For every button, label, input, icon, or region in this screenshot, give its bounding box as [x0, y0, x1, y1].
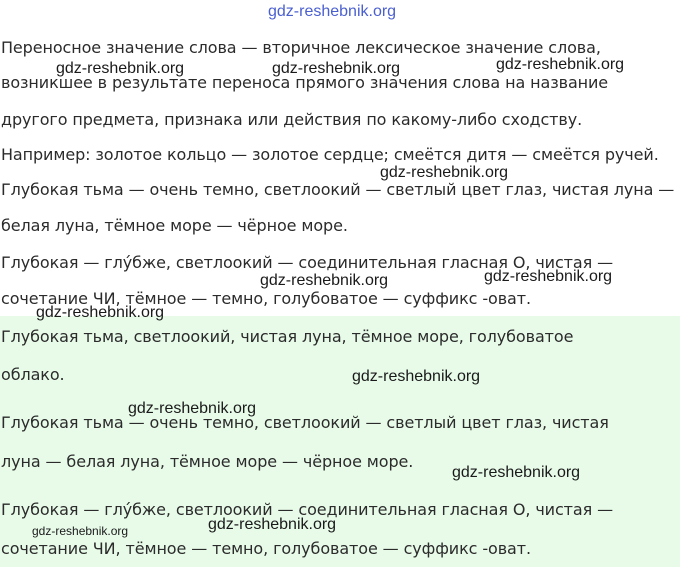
watermark: gdz-reshebnik.org [380, 164, 509, 181]
watermark: gdz-reshebnik.org [272, 60, 401, 77]
answer-line-5: Глубокая — глу́бже, светлоокий — соединительная гласная О, чистая — [1, 500, 614, 519]
answer-line-2: облако. [1, 365, 65, 384]
watermark: gdz-reshebnik.org [260, 272, 389, 289]
watermark: gdz-reshebnik.org [208, 516, 337, 533]
example-line-2: белая луна, тёмное море — чёрное море. [1, 216, 348, 235]
example-line-3: Глубокая — глу́бже, светлоокий — соединительная гласная О, чистая — [1, 253, 614, 272]
watermark: gdz-reshebnik.org [452, 464, 581, 481]
watermark: gdz-reshebnik.org [484, 268, 613, 285]
watermark: gdz-reshebnik.org [496, 56, 625, 73]
watermark: gdz-reshebnik.org [352, 368, 481, 385]
watermark: gdz-reshebnik.org [268, 3, 397, 20]
theory-line-4: Например: золотое кольцо — золотое сердце; смеётся дитя — смеётся ручей. [1, 145, 659, 164]
answer-line-1: Глубокая тьма, светлоокий, чистая луна, тёмное море, голубоватое [1, 327, 574, 346]
answer-line-6: сочетание ЧИ, тёмное — темно, голубоватое — суффикс -оват. [1, 539, 531, 558]
example-line-4: сочетание ЧИ, тёмное — темно, голубоватое — суффикс -оват. [1, 289, 531, 308]
theory-line-2: возникшее в результате переноса прямого значения слова на название [1, 73, 609, 92]
watermark: gdz-reshebnik.org [36, 304, 165, 321]
example-line-1: Глубокая тьма — очень темно, светлоокий — светлый цвет глаз, чистая луна — [1, 180, 675, 199]
watermark: gdz-reshebnik.org [32, 524, 129, 538]
theory-line-3: другого предмета, признака или действия по какому-либо сходству. [1, 110, 583, 129]
theory-line-1: Переносное значение слова — вторичное лексическое значение слова, [1, 38, 601, 57]
answer-line-4: луна — белая луна, тёмное море — чёрное море. [1, 452, 414, 471]
watermark: gdz-reshebnik.org [56, 60, 185, 77]
answer-line-3: Глубокая тьма — очень темно, светлоокий — светлый цвет глаз, чистая [1, 413, 609, 432]
watermark: gdz-reshebnik.org [128, 400, 257, 417]
